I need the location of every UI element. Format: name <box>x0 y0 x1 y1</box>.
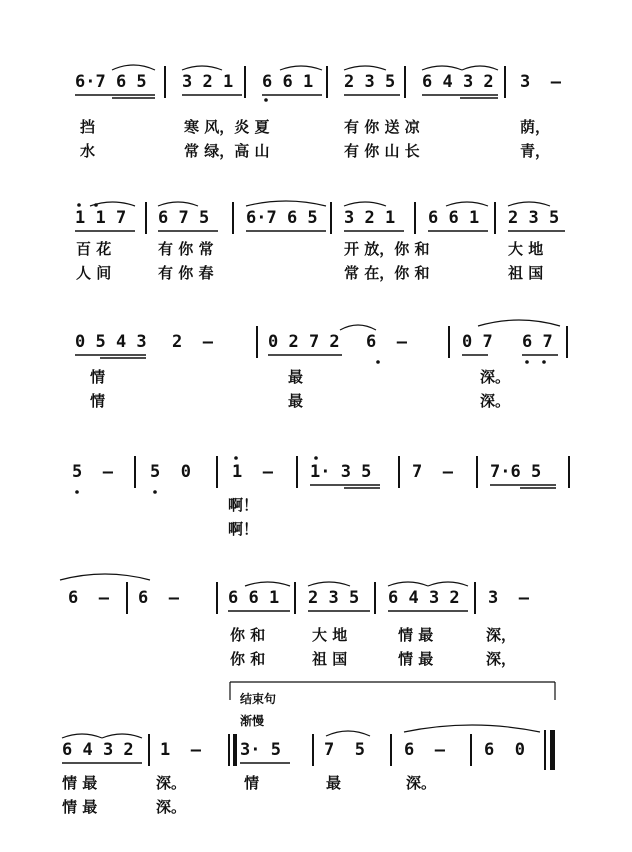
slur <box>404 725 540 732</box>
bar-line <box>296 456 298 488</box>
octave-dot <box>264 98 268 102</box>
lyric: 情 最 <box>398 650 434 668</box>
measure-notes: 7·6 5 <box>490 462 542 482</box>
measure-notes: 5 – <box>72 462 113 482</box>
measure-notes: 2 3 5 <box>308 588 360 608</box>
lyric: 有 你 常 <box>158 240 214 258</box>
measure-notes: 3 2 1 <box>344 208 396 228</box>
bar-line <box>504 66 506 98</box>
bar-line <box>566 326 568 358</box>
measure-notes: 6 – <box>138 588 179 608</box>
final-bar-thick <box>550 730 555 770</box>
slur <box>102 734 142 738</box>
lyric: 啊！ <box>228 496 259 514</box>
slur <box>388 582 428 586</box>
lyric: 最 <box>288 368 304 386</box>
octave-dot <box>153 490 157 494</box>
lyric: 情 <box>90 392 106 410</box>
lyric: 啊！ <box>228 520 259 538</box>
lyric: 有 你 山 长 <box>344 142 420 160</box>
slur <box>422 66 462 70</box>
measure-notes: 7 – <box>412 462 453 482</box>
slur <box>245 582 290 586</box>
lyric: 深。 <box>480 368 511 386</box>
bar-line <box>404 66 406 98</box>
bar-line <box>256 326 258 358</box>
bar-line <box>216 582 218 614</box>
measure-notes: 3 – <box>520 72 561 92</box>
lyric: 祖 国 <box>312 650 348 668</box>
slur <box>246 201 326 206</box>
lyric: 祖 国 <box>508 264 544 282</box>
measure-notes: 2 3 5 <box>508 208 560 228</box>
octave-dot <box>525 360 529 364</box>
lyric: 常 绿，高 山 <box>184 142 270 160</box>
slur <box>326 731 370 736</box>
lyric: 深。 <box>480 392 511 410</box>
lyric: 开 放，你 和 <box>344 240 430 258</box>
bar-line <box>232 202 234 234</box>
lyric: 情 最 <box>62 774 98 792</box>
lyric: 寒 风，炎 夏 <box>184 118 270 136</box>
octave-dot <box>94 203 98 207</box>
lyric: 深， <box>486 650 517 668</box>
measure-notes: 5 0 <box>150 462 191 482</box>
slur <box>280 66 322 70</box>
measure-notes: 6 7 5 <box>158 208 210 228</box>
measure-notes: 6 6 1 <box>428 208 480 228</box>
measure-notes: 6·7 6 5 <box>246 208 318 228</box>
measure-notes: 3 – <box>488 588 529 608</box>
bar-line <box>448 326 450 358</box>
lyric: 水 <box>80 142 96 160</box>
lyric: 情 <box>244 774 260 792</box>
octave-dot <box>234 456 238 460</box>
bar-line <box>244 66 246 98</box>
tempo-label: 渐慢 <box>240 714 265 728</box>
lyric: 大 地 <box>312 626 348 644</box>
slur <box>158 202 198 206</box>
octave-dot <box>376 360 380 364</box>
bar-line <box>494 202 496 234</box>
slur <box>340 325 376 330</box>
measure-notes: 2 3 5 <box>344 72 396 92</box>
slur <box>182 66 222 70</box>
lyric: 情 最 <box>62 798 98 816</box>
measure-notes: 6 – <box>366 332 407 352</box>
measure-notes: 0 5 4 3 <box>75 332 147 352</box>
bar-line <box>390 734 392 766</box>
bar-line <box>474 582 476 614</box>
slur <box>112 65 155 70</box>
measure-notes: 7 5 <box>324 740 365 760</box>
lyric: 有 你 春 <box>158 264 214 282</box>
bar-line <box>414 202 416 234</box>
slur <box>508 202 550 206</box>
lyric: 荫， <box>520 118 551 136</box>
bar-line <box>216 456 218 488</box>
lyric: 最 <box>326 774 342 792</box>
double-bar-thin <box>228 734 230 766</box>
measure-notes: 1· 3 5 <box>310 462 372 482</box>
measure-notes: 6 6 1 <box>262 72 314 92</box>
measure-notes: 0 7 <box>462 332 493 352</box>
bar-line <box>326 66 328 98</box>
lyric: 情 <box>90 368 106 386</box>
lyric: 有 你 送 凉 <box>344 118 420 136</box>
measure-notes: 6 – <box>68 588 109 608</box>
lyric: 深。 <box>406 774 437 792</box>
bar-line <box>374 582 376 614</box>
lyric: 深。 <box>156 774 187 792</box>
lyric: 挡 <box>80 118 96 136</box>
measure-notes: 6 7 <box>522 332 553 352</box>
octave-dot <box>314 456 318 460</box>
slur <box>62 734 102 738</box>
slur <box>308 582 350 586</box>
lyric: 你 和 <box>230 626 266 644</box>
measure-notes: 6 – <box>404 740 445 760</box>
slur <box>462 66 498 70</box>
bar-line <box>134 456 136 488</box>
ending-label: 结束句 <box>240 692 277 706</box>
slur <box>428 582 468 586</box>
slur <box>344 66 386 70</box>
lyric: 大 地 <box>508 240 544 258</box>
slur <box>478 320 560 326</box>
bar-line <box>476 456 478 488</box>
measure-notes: 6 0 <box>484 740 525 760</box>
measure-notes: 3· 5 <box>240 740 281 760</box>
octave-dot <box>77 203 81 207</box>
measure-notes: 6 6 1 <box>228 588 280 608</box>
lyric: 深。 <box>156 798 187 816</box>
lyric: 情 最 <box>398 626 434 644</box>
lyric: 你 和 <box>230 650 266 668</box>
bar-line <box>148 734 150 766</box>
bar-line <box>470 734 472 766</box>
octave-dot <box>542 360 546 364</box>
bar-line <box>312 734 314 766</box>
bar-line <box>568 456 570 488</box>
measure-notes: 3 2 1 <box>182 72 234 92</box>
octave-dot <box>75 490 79 494</box>
measure-notes: 1 1 7 <box>75 208 127 228</box>
slur <box>344 202 386 206</box>
lyric: 百 花 <box>76 240 112 258</box>
measure-notes: 1 – <box>160 740 201 760</box>
bar-line <box>164 66 166 98</box>
measure-notes: 6 4 3 2 <box>422 72 494 92</box>
slur <box>60 574 150 580</box>
slur <box>446 202 488 206</box>
lyric: 深， <box>486 626 517 644</box>
measure-notes: 6·7 6 5 <box>75 72 147 92</box>
lyric: 常 在，你 和 <box>344 264 430 282</box>
measure-notes: 0 2 7 2 <box>268 332 340 352</box>
measure-notes: 2 – <box>172 332 213 352</box>
double-bar-thick <box>233 734 237 766</box>
bar-line <box>330 202 332 234</box>
slur <box>90 202 135 206</box>
bar-line <box>398 456 400 488</box>
measure-notes: 1 – <box>232 462 273 482</box>
measure-notes: 6 4 3 2 <box>62 740 134 760</box>
lyric: 最 <box>288 392 304 410</box>
bar-line <box>126 582 128 614</box>
bar-line <box>145 202 147 234</box>
bar-line <box>294 582 296 614</box>
final-bar-thin <box>544 730 546 770</box>
lyric: 青， <box>520 142 551 160</box>
measure-notes: 6 4 3 2 <box>388 588 460 608</box>
lyric: 人 间 <box>76 264 112 282</box>
